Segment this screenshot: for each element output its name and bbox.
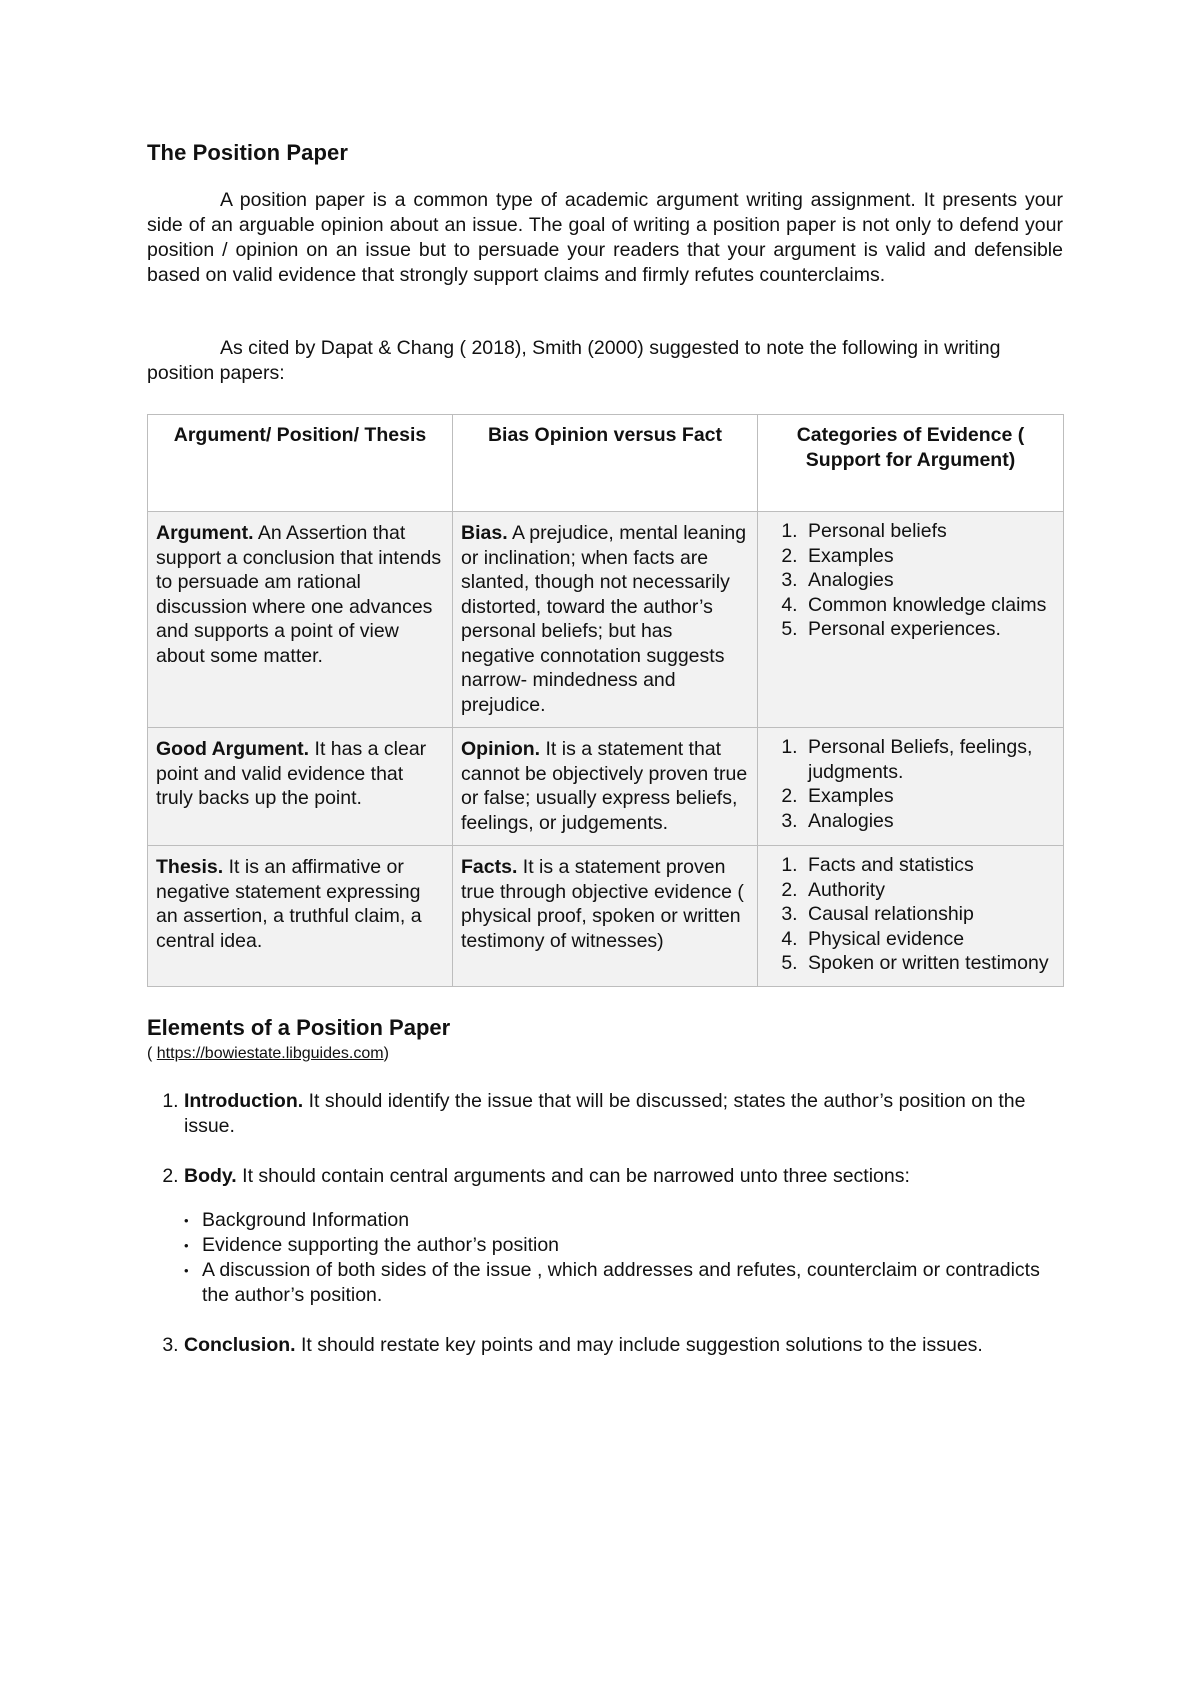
item-text: It should contain central arguments and can be narrowed unto three sections: xyxy=(236,1164,910,1187)
cell-text: It is a statement that cannot be objectively proven true or false; usually express beliefs, feelings, or judgements. xyxy=(461,738,748,834)
item-text: It should restate key points and may include suggestion solutions to the issues. xyxy=(295,1333,983,1356)
table-row xyxy=(148,512,1064,728)
elements-list xyxy=(147,1089,1063,1358)
cell-text: An Assertion that support a conclusion that intends to persuade am rational discussion where one advances and supports a point of view about some matter. xyxy=(156,522,442,667)
cell-term: Facts. xyxy=(461,856,518,878)
header-bias: Bias Opinion versus Fact xyxy=(453,415,758,512)
source-close: ) xyxy=(383,1044,389,1062)
header-evidence: Categories of Evidence ( Support for Argument) xyxy=(758,415,1064,512)
intro-paragraph: A position paper is a common type of academic argument writing assignment. It presents your side of an arguable opinion about an issue. The goal of writing a position paper is not only to defend your position / opinion on an issue but to persuade your readers that your argument is valid and defensible based on valid evidence that strongly support claims and firmly refutes counterclaims. xyxy=(147,189,1063,286)
bullet-item: • Evidence supporting the author’s position xyxy=(202,1233,1063,1258)
list-item: 4. Physical evidence xyxy=(803,927,1055,952)
source-open: ( xyxy=(147,1044,157,1062)
list-item: 5. Spoken or written testimony xyxy=(803,951,1055,976)
source-citation xyxy=(147,1043,1063,1065)
item-term: Introduction. xyxy=(184,1089,304,1112)
source-link[interactable]: https://bowiestate.libguides.com xyxy=(156,1044,384,1062)
cell-text: It is an affirmative or negative statement expressing an assertion, a truthful claim, a central idea. xyxy=(156,856,422,952)
list-item xyxy=(184,1333,1063,1358)
document-page xyxy=(147,140,1063,1383)
table-cell xyxy=(758,728,1064,846)
list-item xyxy=(184,1089,1063,1139)
item-term: Conclusion. xyxy=(184,1333,296,1356)
table-row xyxy=(148,728,1064,846)
table-cell xyxy=(758,512,1064,728)
cell-term: Bias. xyxy=(461,522,508,544)
elements-heading: Elements of a Position Paper xyxy=(147,1014,451,1040)
page-title: The Position Paper xyxy=(147,140,349,165)
item-term: Body. xyxy=(184,1164,237,1187)
bullet-item: • A discussion of both sides of the issue , which addresses and refutes, counterclaim or contradicts the author’s position. xyxy=(202,1258,1063,1308)
cell-term: Thesis. xyxy=(156,856,224,878)
list-item: 2. Examples xyxy=(803,544,1055,569)
header-argument: Argument/ Position/ Thesis xyxy=(148,415,453,512)
list-item: 2. Examples xyxy=(803,784,1055,809)
list-item: 5. Personal experiences. xyxy=(803,617,1055,642)
cell-text: A prejudice, mental leaning or inclination; when facts are slanted, though not necessarily distorted, toward the author’s personal beliefs; but has negative connotation suggests narrow- mindedness and prejudice. xyxy=(461,522,747,716)
evidence-list xyxy=(766,519,1055,642)
table-cell xyxy=(453,846,758,987)
evidence-list xyxy=(766,853,1055,976)
list-item: 2. Authority xyxy=(803,878,1055,903)
table-cell xyxy=(758,846,1064,987)
table-cell xyxy=(453,512,758,728)
table-cell xyxy=(453,728,758,846)
list-item: 1. Facts and statistics xyxy=(803,853,1055,878)
list-item: 3. Causal relationship xyxy=(803,902,1055,927)
list-item: 1. Personal Beliefs, feelings, judgments. xyxy=(803,735,1055,784)
body-sections-list xyxy=(184,1208,1063,1308)
bullet-item: • Background Information xyxy=(202,1208,1063,1233)
cited-paragraph: As cited by Dapat & Chang ( 2018), Smith (2000) suggested to note the following in writing position papers: xyxy=(147,337,1001,384)
list-item: 1. Personal beliefs xyxy=(803,519,1055,544)
list-item: 3. Analogies xyxy=(803,809,1055,834)
table-cell xyxy=(148,846,453,987)
cell-term: Opinion. xyxy=(461,738,541,760)
list-item: 3. Analogies xyxy=(803,568,1055,593)
item-text: It should identify the issue that will be discussed; states the author’s position on the issue. xyxy=(184,1089,1026,1137)
evidence-table xyxy=(147,414,1064,987)
list-item: 4. Common knowledge claims xyxy=(803,593,1055,618)
evidence-list xyxy=(766,735,1055,833)
cell-text: It is a statement proven true through objective evidence ( physical proof, spoken or written testimony of witnesses) xyxy=(461,856,744,952)
table-cell xyxy=(148,512,453,728)
cell-term: Good Argument. xyxy=(156,738,310,760)
cell-text: It has a clear point and valid evidence that truly backs up the point. xyxy=(156,738,427,809)
table-header-row xyxy=(148,415,1064,512)
list-item xyxy=(184,1164,1063,1308)
table-cell xyxy=(148,728,453,846)
table-row xyxy=(148,846,1064,987)
cell-term: Argument. xyxy=(156,522,254,544)
